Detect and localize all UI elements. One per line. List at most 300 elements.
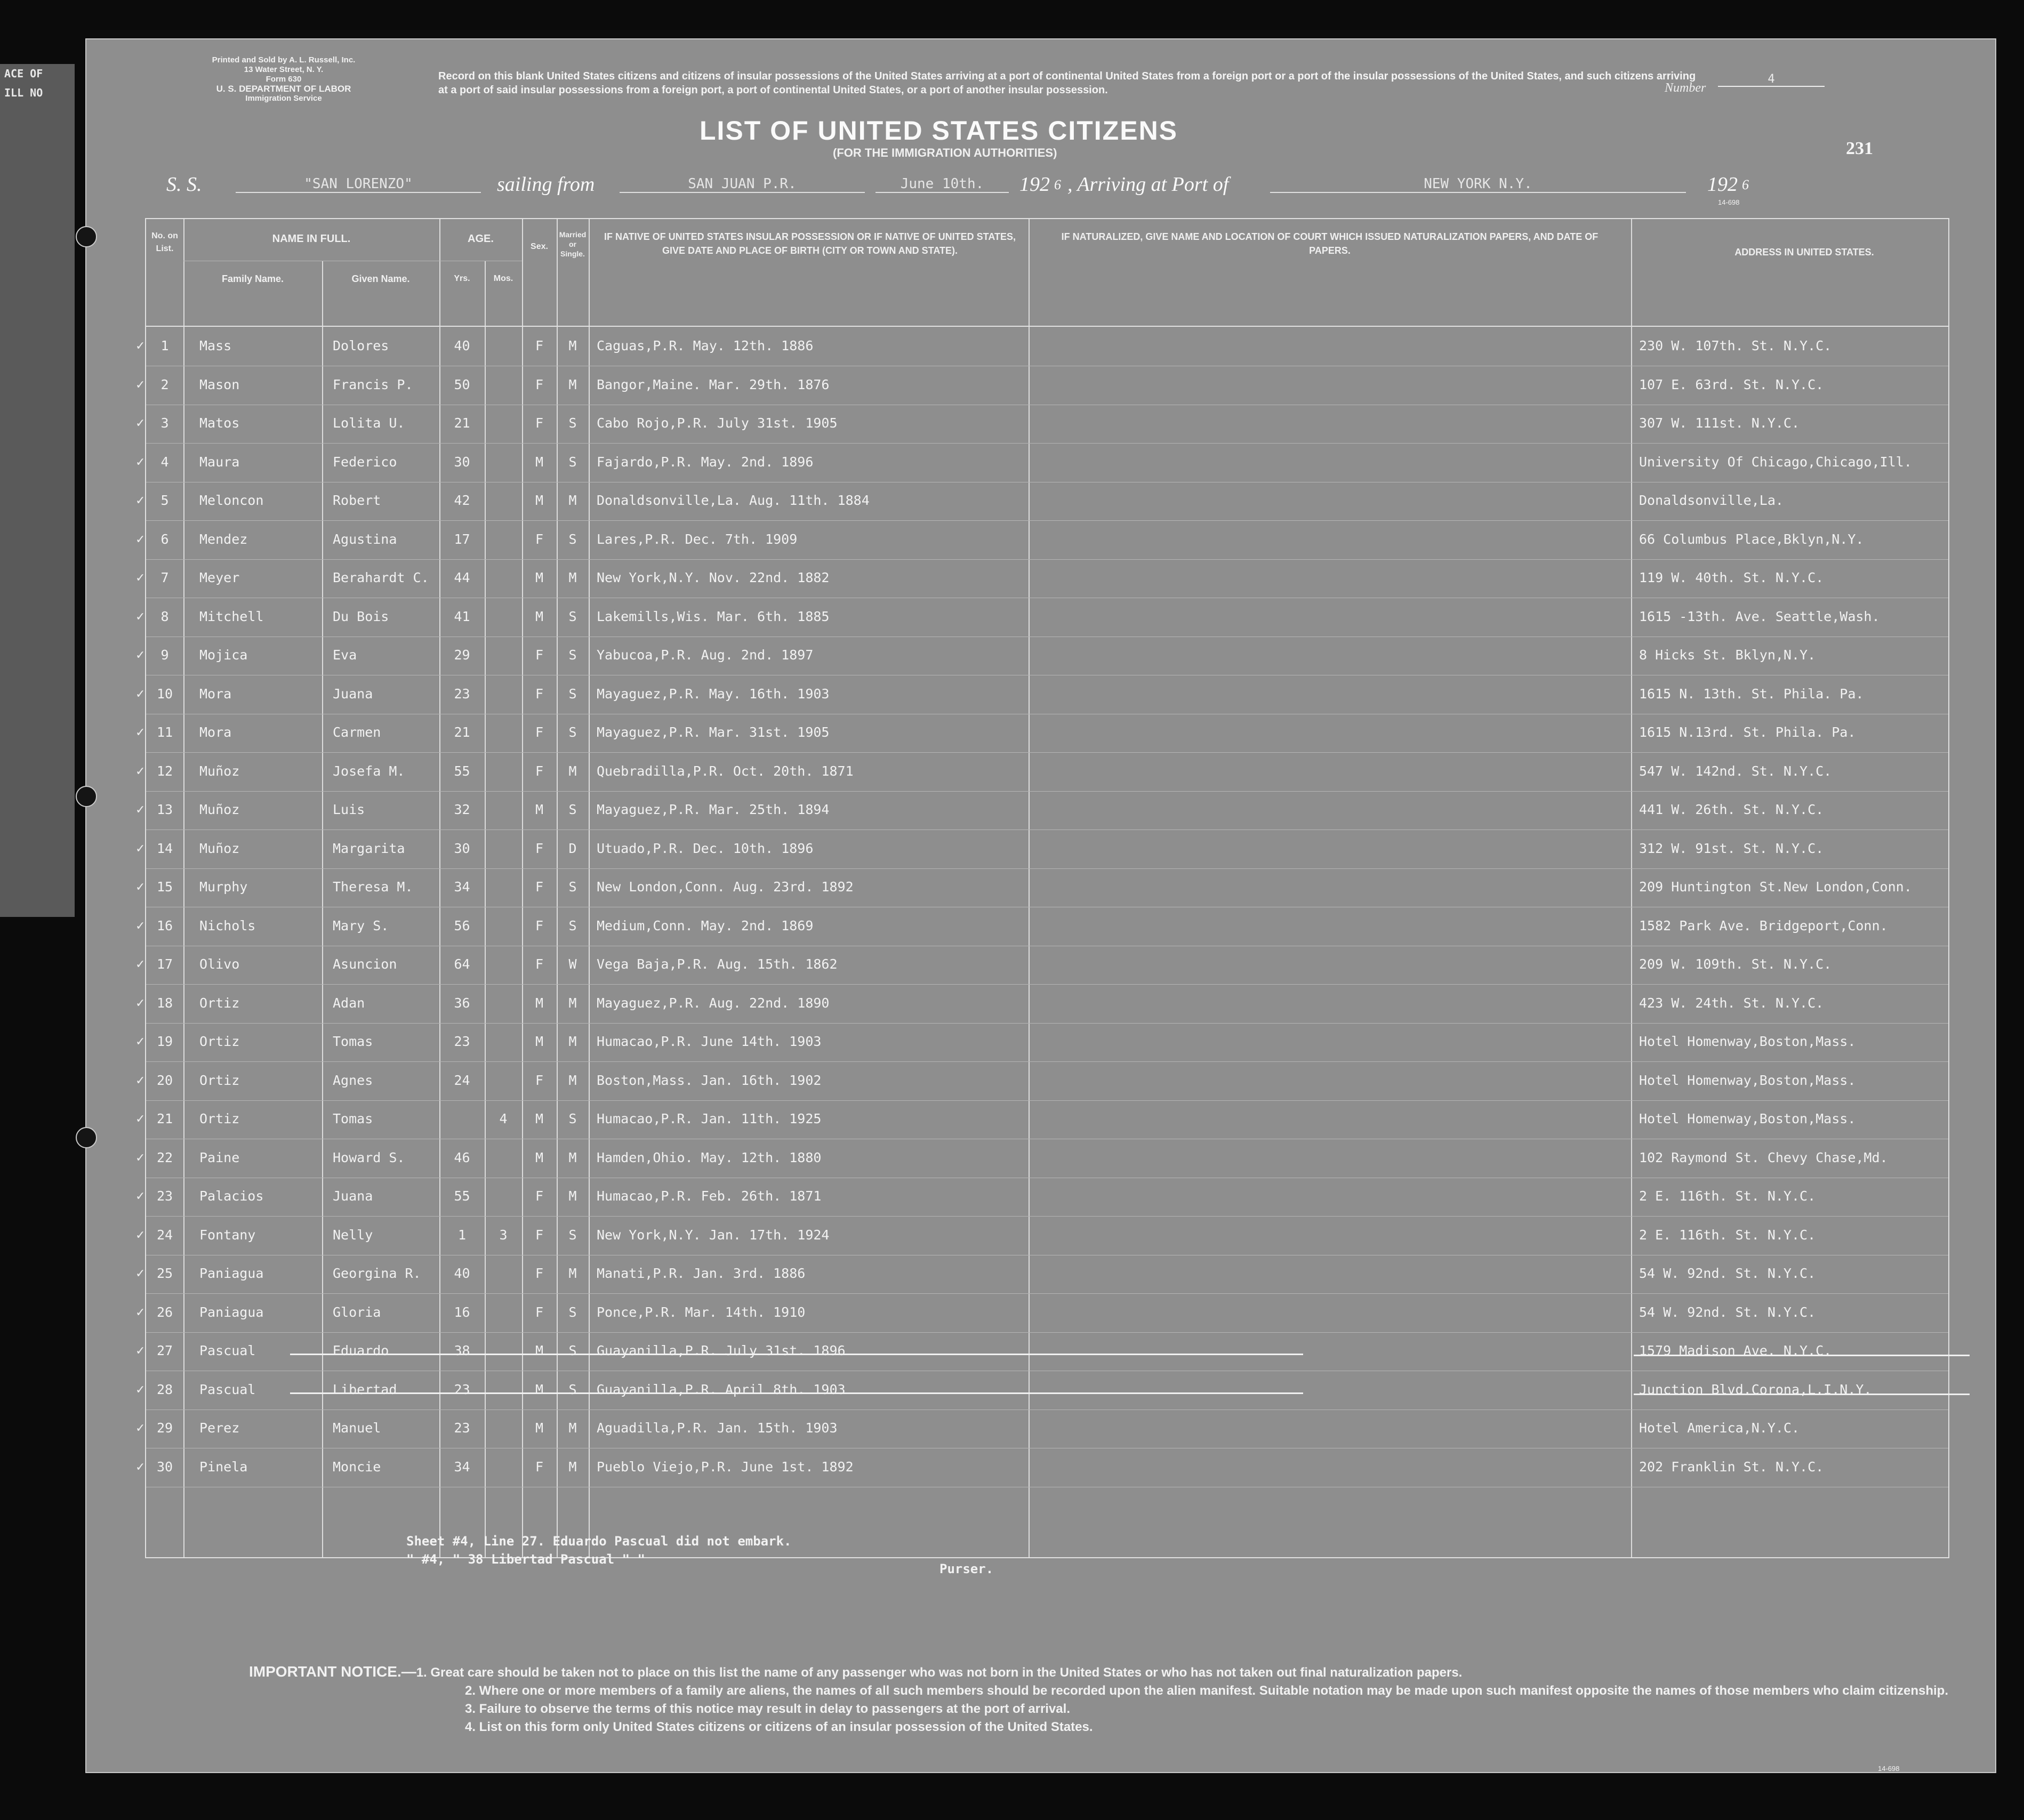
sex: F [535,763,544,779]
address: 8 Hicks St. Bklyn,N.Y. [1639,647,1816,663]
birthplace: Manati,P.R. Jan. 3rd. 1886 [597,1266,806,1281]
given-name: Luis [333,802,365,817]
given-name: Agustina [333,531,397,547]
birthplace: Quebradilla,P.R. Oct. 20th. 1871 [597,763,854,779]
table-row [135,1218,1948,1256]
given-name: Berahardt C. [333,570,429,585]
check-mark-icon: ✓ [135,648,146,662]
notice-item: 4. List on this form only United States citizens or citizens of an insular possession of the United States. [465,1720,1093,1734]
check-mark-icon: ✓ [135,1150,146,1164]
given-name: Theresa M. [333,879,413,895]
given-name: Georgina R. [333,1266,421,1281]
age-years: 46 [454,1149,470,1165]
birthplace: Pueblo Viejo,P.R. June 1st. 1892 [597,1459,854,1475]
check-mark-icon: ✓ [135,1344,146,1357]
birthplace: Humacao,P.R. Jan. 11th. 1925 [597,1111,822,1126]
age-years: 42 [454,493,470,508]
no-on-list-header: No. on List. [151,231,178,253]
check-mark-icon: ✓ [135,726,146,739]
family-name: Muñoz [199,802,240,817]
marital-status: M [568,1459,577,1475]
binder-hole [76,1127,97,1148]
sex: F [535,1304,544,1320]
check-mark-icon: ✓ [135,609,146,623]
table-row [135,328,1948,367]
table-row [135,406,1948,444]
married-single-header: Married or Single. [559,230,587,258]
row-rule [146,1216,1948,1217]
age-years: 55 [454,1188,470,1204]
sex: F [535,686,544,702]
edge-label: ACE OF [4,67,43,80]
age-years: 34 [454,879,470,895]
marital-status: S [568,415,577,431]
birthplace: Utuado,P.R. Dec. 10th. 1896 [597,840,814,856]
address: 54 W. 92nd. St. N.Y.C. [1639,1304,1816,1320]
address: 2 E. 116th. St. N.Y.C. [1639,1188,1816,1204]
address: 102 Raymond St. Chevy Chase,Md. [1639,1149,1888,1165]
strike-through-line [1634,1355,1970,1356]
given-name: Tomas [333,1111,373,1126]
family-name: Ortiz [199,1072,240,1088]
marital-status: M [568,570,577,585]
row-number: 8 [160,608,169,624]
check-mark-icon: ✓ [135,1112,146,1125]
address: Hotel America,N.Y.C. [1639,1420,1800,1436]
birthplace: New London,Conn. Aug. 23rd. 1892 [597,879,854,895]
sex: M [535,1111,544,1126]
family-name: Pinela [199,1459,248,1475]
check-mark-icon: ✓ [135,880,146,893]
notice-lead: IMPORTANT NOTICE.— [249,1663,416,1680]
name-in-full-header: NAME IN FULL. [272,233,351,245]
number-value: 4 [1718,73,1825,87]
sex: F [535,840,544,856]
marital-status: W [568,956,577,972]
address: 119 W. 40th. St. N.Y.C. [1639,570,1824,585]
birthplace: Guayanilla,P.R. July 31st. 1896 [597,1343,846,1358]
marital-status: M [568,493,577,508]
table-row [135,1179,1948,1217]
age-years: 40 [454,1266,470,1281]
address: 547 W. 142nd. St. N.Y.C. [1639,763,1832,779]
age-years: 1 [457,1227,467,1243]
table-row [135,560,1948,599]
sex: F [535,1188,544,1204]
sex-header: Sex. [531,242,548,251]
family-name: Paine [199,1149,240,1165]
table-row [135,638,1948,676]
family-name: Mitchell [199,608,264,624]
age-years: 23 [454,1381,470,1397]
age-years: 23 [454,686,470,702]
row-number: 2 [160,376,169,392]
ship-name: "SAN LORENZO" [236,176,481,193]
marital-status: M [568,376,577,392]
address: 1579 Madison Ave. N.Y.C. [1639,1343,1832,1358]
row-rule [146,984,1948,985]
marital-status: S [568,686,577,702]
birthplace: Mayaguez,P.R. May. 16th. 1903 [597,686,830,702]
birthplace: Humacao,P.R. Feb. 26th. 1871 [597,1188,822,1204]
birthplace: Aguadilla,P.R. Jan. 15th. 1903 [597,1420,838,1436]
age-years: 50 [454,376,470,392]
table-row [135,947,1948,985]
sex: F [535,1459,544,1475]
given-name: Agnes [333,1072,373,1088]
sailing-from-label: sailing from [497,173,595,196]
family-name: Maura [199,454,240,470]
row-number: 11 [156,724,173,740]
row-rule [146,443,1948,444]
birthplace: Mayaguez,P.R. Aug. 22nd. 1890 [597,995,830,1011]
age-years: 29 [454,647,470,663]
marital-status: M [568,763,577,779]
check-mark-icon: ✓ [135,841,146,855]
strike-through-line [1634,1394,1970,1395]
address: 202 Franklin St. N.Y.C. [1639,1459,1824,1475]
given-name: Mary S. [333,917,389,933]
sex: M [535,1149,544,1165]
row-rule [146,1293,1948,1294]
notice-item: 3. Failure to observe the terms of this notice may result in delay to passengers at the port of arrival. [465,1702,1070,1716]
age-years: 16 [454,1304,470,1320]
address: 230 W. 107th. St. N.Y.C. [1639,338,1832,353]
edge-label: ILL NO [4,86,43,99]
printer-line: U. S. DEPARTMENT OF LABOR [216,84,351,94]
row-number: 23 [156,1188,173,1204]
row-number: 3 [160,415,169,431]
marital-status: S [568,1227,577,1243]
address: University Of Chicago,Chicago,Ill. [1639,454,1912,470]
family-name: Paniagua [199,1266,264,1281]
marital-status: S [568,917,577,933]
year2-suffix: 6 [1742,177,1749,192]
check-mark-icon: ✓ [135,1421,146,1435]
table-row [135,715,1948,753]
check-mark-icon: ✓ [135,1035,146,1048]
check-mark-icon: ✓ [135,1382,146,1396]
sex: M [535,608,544,624]
given-name: Adan [333,995,365,1011]
sex: F [535,376,544,392]
given-name: Dolores [333,338,389,353]
row-rule [146,1023,1948,1024]
given-name: Asuncion [333,956,397,972]
age-years: 32 [454,802,470,817]
header-rule [146,326,1948,327]
sex: F [535,647,544,663]
adjacent-page-edge [0,64,75,917]
given-name: Juana [333,686,373,702]
notice-item: 2. Where one or more members of a family are aliens, the names of all such members should be recorded upon the alien manifest. Suitable notation may be made upon such manifest opposite the names of those members who claim citizenship. [465,1684,1948,1698]
row-number: 24 [156,1227,173,1243]
page-number: 231 [1846,139,1873,158]
family-name: Olivo [199,956,240,972]
address: 307 W. 111st. N.Y.C. [1639,415,1800,431]
age-years: 40 [454,338,470,353]
marital-status: S [568,608,577,624]
given-name: Moncie [333,1459,381,1475]
family-name: Ortiz [199,995,240,1011]
birthplace: New York,N.Y. Nov. 22nd. 1882 [597,570,830,585]
family-name: Perez [199,1420,240,1436]
row-rule [146,520,1948,521]
given-name: Du Bois [333,608,389,624]
marital-status: M [568,1266,577,1281]
printer-line: Printed and Sold by A. L. Russell, Inc. [212,55,356,65]
age-years: 24 [454,1072,470,1088]
given-name-header: Given Name. [351,273,410,284]
birthplace: Fajardo,P.R. May. 2nd. 1896 [597,454,814,470]
sex: M [535,493,544,508]
given-name: Eduardo [333,1343,389,1358]
yrs-header: Yrs. [454,274,470,283]
sheet-notes [406,1532,791,1568]
row-number: 10 [156,686,173,702]
row-number: 20 [156,1072,173,1088]
given-name: Howard S. [333,1149,405,1165]
check-mark-icon: ✓ [135,455,146,469]
check-mark-icon: ✓ [135,919,146,932]
printer-line: Immigration Service [245,94,322,103]
table-row [135,1411,1948,1449]
printer-imprint [145,55,422,103]
passenger-table [135,218,1949,1558]
family-name: Mason [199,376,240,392]
birthplace-header: IF NATIVE OF UNITED STATES INSULAR POSSESSION OR IF NATIVE OF UNITED STATES, GIVE DATE AND PLACE OF BIRTH (CITY OR TOWN AND STATE). [604,231,1016,256]
sex: F [535,879,544,895]
address: Hotel Homenway,Boston,Mass. [1639,1072,1856,1088]
given-name: Libertad [333,1381,397,1397]
sex: F [535,338,544,353]
age-years: 21 [454,415,470,431]
sex: M [535,1420,544,1436]
marital-status: S [568,1381,577,1397]
row-number: 15 [156,879,173,895]
sex: M [535,1343,544,1358]
strike-through-line [290,1392,1303,1394]
family-name: Paniagua [199,1304,264,1320]
age-years: 41 [454,608,470,624]
row-number: 13 [156,802,173,817]
marital-status: S [568,879,577,895]
birthplace: Guayanilla,P.R. April 8th. 1903 [597,1381,846,1397]
family-name: Mora [199,686,232,702]
check-mark-icon: ✓ [135,687,146,700]
row-rule [146,1100,1948,1101]
address: Junction Blvd.Corona,L.I.N.Y. [1639,1381,1872,1397]
address: 209 W. 109th. St. N.Y.C. [1639,956,1832,972]
sex: F [535,415,544,431]
given-name: Francis P. [333,376,413,392]
address: 423 W. 24th. St. N.Y.C. [1639,995,1824,1011]
table-row [135,986,1948,1024]
table-row [135,1372,1948,1411]
family-name: Mora [199,724,232,740]
check-mark-icon: ✓ [135,494,146,507]
check-mark-icon: ✓ [135,803,146,816]
record-instructions: Record on this blank United States citizens and citizens of insular possessions of the United States arriving at a port of continental United States from a foreign port or a port of the insular possessions of the United States, and such citizens arriving at a port of said insular possessions from a foreign port, a port of continental United States, or a port of another insular possession. [438,70,1696,96]
sex: M [535,1034,544,1049]
birthplace: Vega Baja,P.R. Aug. 15th. 1862 [597,956,838,972]
marital-status: S [568,531,577,547]
sex: M [535,995,544,1011]
row-number: 9 [160,647,169,663]
check-mark-icon: ✓ [135,532,146,546]
family-name: Pascual [199,1381,256,1397]
sex: F [535,1227,544,1243]
manifest-sheet [85,38,1996,1773]
address: 54 W. 92nd. St. N.Y.C. [1639,1266,1816,1281]
age-years: 64 [454,956,470,972]
page-subtitle: (FOR THE IMMIGRATION AUTHORITIES) [833,146,1057,159]
row-number: 18 [156,995,173,1011]
check-mark-icon: ✓ [135,1267,146,1280]
birthplace: Yabucoa,P.R. Aug. 2nd. 1897 [597,647,814,663]
birthplace: Humacao,P.R. June 14th. 1903 [597,1034,822,1049]
row-rule [146,559,1948,560]
sex: M [535,1381,544,1397]
given-name: Tomas [333,1034,373,1049]
age-months: 3 [499,1227,508,1243]
marital-status: M [568,338,577,353]
given-name: Juana [333,1188,373,1204]
given-name: Manuel [333,1420,381,1436]
address-header: ADDRESS IN UNITED STATES. [1734,247,1874,257]
row-number: 25 [156,1266,173,1281]
year-prefix: 192 [1019,173,1050,196]
birthplace: Cabo Rojo,P.R. July 31st. 1905 [597,415,838,431]
row-number: 30 [156,1459,173,1475]
row-rule [146,1061,1948,1062]
check-mark-icon: ✓ [135,1460,146,1473]
age-years: 17 [454,531,470,547]
age-years: 44 [454,570,470,585]
table-row [135,1333,1948,1372]
age-years: 23 [454,1420,470,1436]
age-months: 4 [499,1111,508,1126]
address: Hotel Homenway,Boston,Mass. [1639,1034,1856,1049]
table-row [135,831,1948,869]
birthplace: Ponce,P.R. Mar. 14th. 1910 [597,1304,806,1320]
marital-status: S [568,647,577,663]
family-name: Pascual [199,1343,256,1358]
row-rule [146,752,1948,753]
row-number: 14 [156,840,173,856]
family-name: Muñoz [199,840,240,856]
table-row [135,792,1948,831]
address: Hotel Homenway,Boston,Mass. [1639,1111,1856,1126]
row-number: 5 [160,493,169,508]
birthplace: Hamden,Ohio. May. 12th. 1880 [597,1149,822,1165]
table-row [135,1256,1948,1294]
row-number: 29 [156,1420,173,1436]
address: 312 W. 91st. St. N.Y.C. [1639,840,1824,856]
printer-line: Form 630 [266,75,302,84]
address: Donaldsonville,La. [1639,493,1784,508]
marital-status: M [568,1072,577,1088]
row-number: 27 [156,1343,173,1358]
age-years: 30 [454,840,470,856]
purser-label: Purser. [939,1561,994,1576]
sex: M [535,802,544,817]
family-name: Fontany [199,1227,256,1243]
family-name: Mass [199,338,232,353]
address: 1615 N.13rd. St. Phila. Pa. [1639,724,1856,740]
given-name: Josefa M. [333,763,405,779]
check-mark-icon: ✓ [135,764,146,778]
row-number: 1 [160,338,169,353]
row-number: 26 [156,1304,173,1320]
strike-through-line [290,1354,1303,1355]
sex: F [535,917,544,933]
sex: F [535,1072,544,1088]
year2-prefix: 192 [1707,173,1738,196]
check-mark-icon: ✓ [135,1073,146,1087]
age-years: 23 [454,1034,470,1049]
arrival-port: NEW YORK N.Y. [1270,176,1686,193]
sex: M [535,454,544,470]
family-name: Matos [199,415,240,431]
table-row [135,1295,1948,1333]
birthplace: Lakemills,Wis. Mar. 6th. 1885 [597,608,830,624]
row-number: 12 [156,763,173,779]
table-row [135,1024,1948,1062]
page-title: LIST OF UNITED STATES CITIZENS [700,116,1178,146]
footer-code: 14-698 [1878,1765,1900,1773]
address: 209 Huntington St.New London,Conn. [1639,879,1912,895]
table-row [135,1140,1948,1179]
marital-status: S [568,1304,577,1320]
row-number: 4 [160,454,169,470]
row-number: 28 [156,1381,173,1397]
sheet-note: " #4, " 38 Libertad Pascual " " [406,1552,645,1567]
sex: M [535,570,544,585]
check-mark-icon: ✓ [135,416,146,430]
form-code: 14-698 [1718,198,1740,206]
table-row [135,754,1948,792]
table-row [135,522,1948,560]
check-mark-icon: ✓ [135,1228,146,1242]
binder-hole [76,786,97,807]
row-number: 19 [156,1034,173,1049]
age-years: 55 [454,763,470,779]
marital-status: M [568,995,577,1011]
age-header: AGE. [468,233,494,245]
check-mark-icon: ✓ [135,339,146,352]
family-name: Mojica [199,647,248,663]
sex: F [535,531,544,547]
table-row [135,1101,1948,1140]
table-row [135,445,1948,483]
check-mark-icon: ✓ [135,996,146,1010]
birthplace: Mayaguez,P.R. Mar. 25th. 1894 [597,802,830,817]
table-row [135,367,1948,406]
check-mark-icon: ✓ [135,571,146,584]
check-mark-icon: ✓ [135,957,146,971]
table-row [135,1449,1948,1488]
age-years: 36 [454,995,470,1011]
sheet-note: Sheet #4, Line 27. Eduardo Pascual did not embark. [406,1534,792,1549]
family-name: Ortiz [199,1111,240,1126]
birthplace: Caguas,P.R. May. 12th. 1886 [597,338,814,353]
family-name: Muñoz [199,763,240,779]
given-name: Eva [333,647,357,663]
important-notice [249,1663,2009,1736]
row-rule [146,1332,1948,1333]
mos-header: Mos. [493,274,513,283]
